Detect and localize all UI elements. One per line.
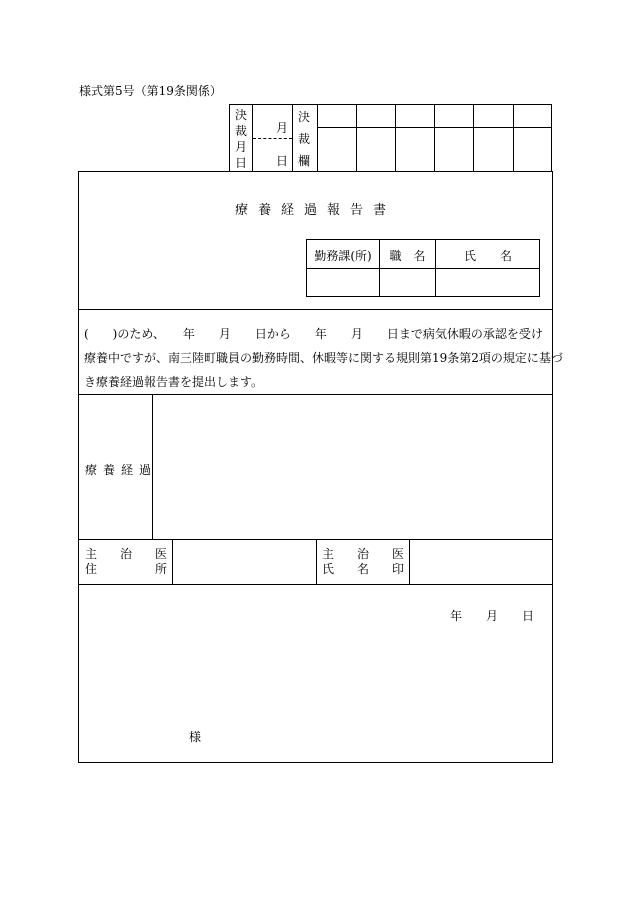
doctor-address-field[interactable] (174, 540, 315, 584)
doctor-name-label-char: 名 (356, 562, 369, 576)
form-number-label: 様式第5号（第19条関係） (79, 84, 222, 98)
approval-date-label-2: 裁 (234, 124, 247, 138)
approval-date-label-1: 決 (234, 108, 247, 122)
approval-box (229, 104, 552, 172)
dept-header: 勤務課(所) (314, 249, 372, 263)
declaration-line-2: 療養中ですが、南三陸町職員の勤務時間、休暇等に関する規則第19条第2項の規定に基づ (84, 351, 563, 365)
doctor-name-label-char: 医 (391, 547, 404, 561)
doctor-name-label-char: 氏 (322, 562, 335, 576)
doctor-address-label-char: 所 (154, 562, 167, 576)
progress-label: 療養経過 (85, 463, 158, 477)
doctor-name-label-char: 印 (391, 562, 404, 576)
doctor-address-label-char: 主 (85, 547, 98, 561)
name-field[interactable] (436, 269, 540, 297)
doctor-address-label-char: 医 (154, 547, 167, 561)
position-field[interactable] (380, 269, 435, 297)
doctor-address-label (85, 547, 167, 577)
approval-column-label-2: 裁 (297, 132, 310, 146)
doctor-name-field[interactable] (411, 540, 552, 584)
doctor-name-label-char: 治 (356, 547, 369, 561)
approval-day-label: 日 (275, 154, 288, 168)
doctor-name-label (322, 547, 404, 577)
report-form (78, 171, 563, 763)
declaration-line-1: ( )のため、 年 月 日から 年 月 日まで病気休暇の承認を受け (84, 327, 543, 341)
approval-column-label-3: 欄 (297, 154, 310, 168)
declaration-line-3: き療養経過報告書を提出します。 (84, 375, 264, 389)
form-title: 療養経過報告書 (234, 203, 396, 218)
position-header: 職 名 (389, 249, 426, 263)
doctor-address-label-char: 治 (119, 547, 132, 561)
name-header: 氏 名 (463, 249, 512, 263)
employee-info-table (306, 239, 540, 297)
doctor-address-label-char: 住 (85, 562, 98, 576)
doctor-name-label-char: 主 (322, 547, 335, 561)
approval-date-divider (253, 138, 292, 139)
dept-field[interactable] (307, 269, 379, 297)
declaration-paragraph (84, 322, 563, 394)
approval-date-label-4: 日 (234, 156, 247, 170)
recipient-suffix: 様 (189, 730, 202, 744)
date-line: 年 月 日 (449, 609, 534, 623)
approval-date-label-3: 月 (234, 140, 247, 154)
approval-column-label-1: 決 (297, 110, 310, 124)
approval-month-label: 月 (275, 121, 288, 135)
progress-field[interactable] (154, 395, 552, 539)
